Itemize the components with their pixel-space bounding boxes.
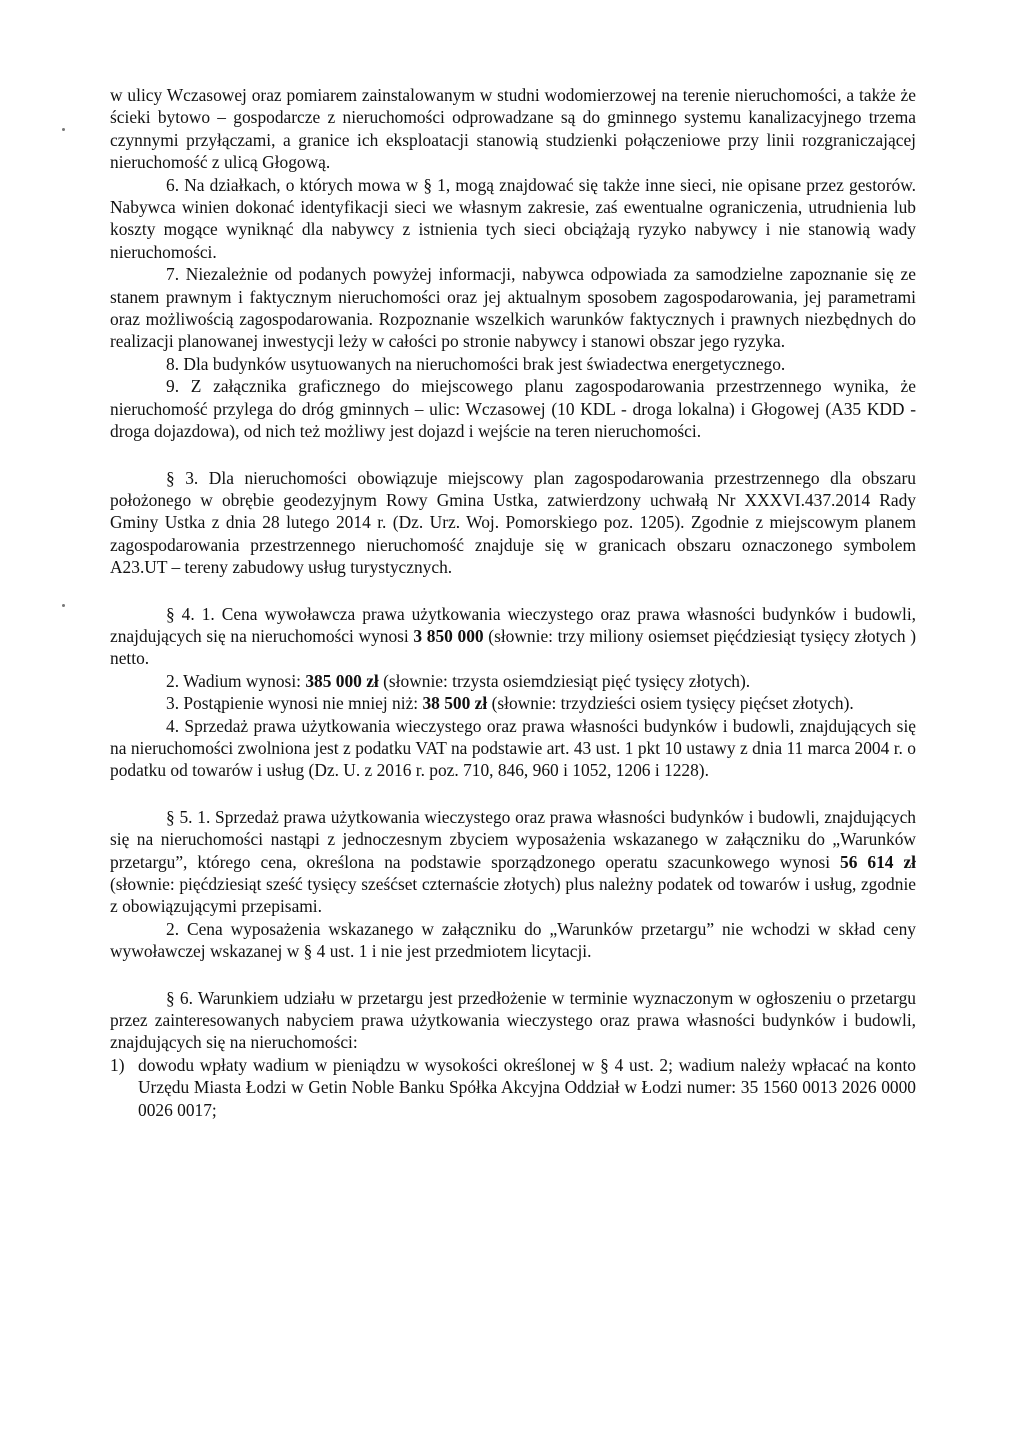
bid-increment: 38 500 zł	[422, 693, 488, 714]
scan-speck	[62, 128, 65, 131]
paragraph-6: 6. Na działkach, o których mowa w § 1, mogą znajdować się także inne sieci, nie opisane przez gestorów. Nabywca winien dokonać identyfikacji sieci we własnym zakresie, zaś ewentualne ograniczenia, utrudnienia lub koszty mogące wyniknąć dla nabywcy z istnienia tych sieci obciążają ryzyko nabywcy i nie stanowią wady nieruchomości.	[110, 174, 916, 262]
section-5-point-1	[110, 806, 916, 918]
paragraph-9: 9. Z załącznika graficznego do miejscowego planu zagospodarowania przestrzennego wynika, że nieruchomość przylega do dróg gminnych – ulic: Wczasowej (10 KDL - droga lokalna) i Głogowej (A35 KDD - droga dojazdowa), od nich też możliwy jest dojazd i wejście na teren nieruchomości.	[110, 376, 916, 442]
section-4-point-2	[110, 670, 916, 692]
deposit-amount: 385 000 zł	[305, 670, 379, 691]
equipment-price: 56 614 zł	[840, 851, 916, 872]
text-run: (słownie: trzydzieści osiem tysięcy pięćset złotych).	[487, 693, 854, 714]
section-5-point-2: 2. Cena wyposażenia wskazanego w załączniku do „Warunków przetargu” nie wchodzi w skład ceny wywoławczej wskazanej w § 4 ust. 1 i nie jest przedmiotem licytacji.	[110, 918, 916, 962]
section-6: § 6. Warunkiem udziału w przetargu jest przedłożenie w terminie wyznaczonym w ogłoszeniu o przetargu przez zainteresowanych nabyciem prawa użytkowania wieczystego oraz prawa własności budynków i budowli, znajdujących się na nieruchomości:	[110, 987, 916, 1053]
starting-price: 3 850 000	[413, 625, 484, 646]
paragraph-continuation: w ulicy Wczasowej oraz pomiarem zainstalowanym w studni wodomierzowej na terenie nieruchomości, a także że ścieki bytowo – gospodarcze z nieruchomości odprowadzane są do gminnego systemu kanalizacyjnego trzema czynnymi przyłączami, a granice ich eksploatacji stanowią studzienki połączeniowe przy linii rozgraniczającej nieruchomość z ulicą Głogową.	[110, 85, 916, 173]
section-4-point-1	[110, 603, 916, 670]
text-run: 3. Postąpienie wynosi nie mniej niż:	[166, 693, 423, 714]
scan-speck	[62, 604, 65, 607]
list-number: 1)	[110, 1054, 125, 1075]
paragraph-7: 7. Niezależnie od podanych powyżej informacji, nabywca odpowiada za samodzielne zapoznanie się ze stanem prawnym i faktycznym nieruchomości oraz jej aktualnym sposobem zagospodarowania, jej parametrami oraz możliwością zagospodarowania. Rozpoznanie wszelkich warunków faktycznych i prawnych niezbędnych do realizacji planowanej inwestycji leży w całości po stronie nabywcy i stanowi obszar jego ryzyka.	[110, 264, 916, 352]
text-run: § 4. 1. Cena wywoławcza prawa użytkowania wieczystego oraz prawa własności budynków i budowli, znajdujących się na nieruchomości wynosi	[110, 603, 916, 646]
text-run: (słownie: trzy miliony osiemset pięćdziesiąt tysięcy złotych ) netto.	[110, 625, 916, 669]
text-run: (słownie: trzysta osiemdziesiąt pięć tysięcy złotych).	[378, 670, 751, 691]
paragraph-8: 8. Dla budynków usytuowanych na nieruchomości brak jest świadectwa energetycznego.	[166, 353, 786, 374]
text-run: § 5. 1. Sprzedaż prawa użytkowania wieczystego oraz prawa własności budynków i budowli, znajdujących się na nieruchomości nastąpi z jednoczesnym zbyciem wyposażenia wskazanego w załączniku do „Warunków przetargu”, którego cena, określona na podstawie sporządzonego operatu szacunkowego wynosi	[110, 806, 916, 872]
section-4-point-4: 4. Sprzedaż prawa użytkowania wieczystego oraz prawa własności budynków i budowli, znajdujących się na nieruchomości zwolniona jest z podatku VAT na podstawie art. 43 ust. 1 pkt 10 ustawy z dnia 11 marca 2004 r. o podatku od towarów i usług (Dz. U. z 2016 r. poz. 710, 846, 960 i 1052, 1206 i 1228).	[110, 715, 916, 781]
section-3: § 3. Dla nieruchomości obowiązuje miejscowy plan zagospodarowania przestrzennego dla obszaru położonego w obrębie geodezyjnym Rowy Gmina Ustka, zatwierdzony uchwałą Nr XXXVI.437.2014 Rady Gminy Ustka z dnia 28 lutego 2014 r. (Dz. Urz. Woj. Pomorskiego poz. 1205). Zgodnie z miejscowym planem zagospodarowania przestrzennego nieruchomość znajduje się w granicach obszaru oznaczonego symbolem A23.UT – tereny zabudowy usług turystycznych.	[110, 467, 916, 578]
section-4-point-3	[110, 692, 916, 714]
list-text: dowodu wpłaty wadium w pieniądzu w wysokości określonej w § 4 ust. 2; wadium należy wpłacać na konto Urzędu Miasta Łodzi w Getin Noble Banku Spółka Akcyjna Oddział w Łodzi numer: 35 1560 0013 2026 0000 0026 0017;	[138, 1054, 916, 1120]
text-run: (słownie: pięćdziesiąt sześć tysięcy sześćset czternaście złotych) plus należny podatek od towarów i usług, zgodnie z obowiązującymi przepisami.	[110, 874, 916, 917]
text-run: 2. Wadium wynosi:	[166, 670, 306, 691]
section-6-list-item-1	[110, 1054, 916, 1121]
